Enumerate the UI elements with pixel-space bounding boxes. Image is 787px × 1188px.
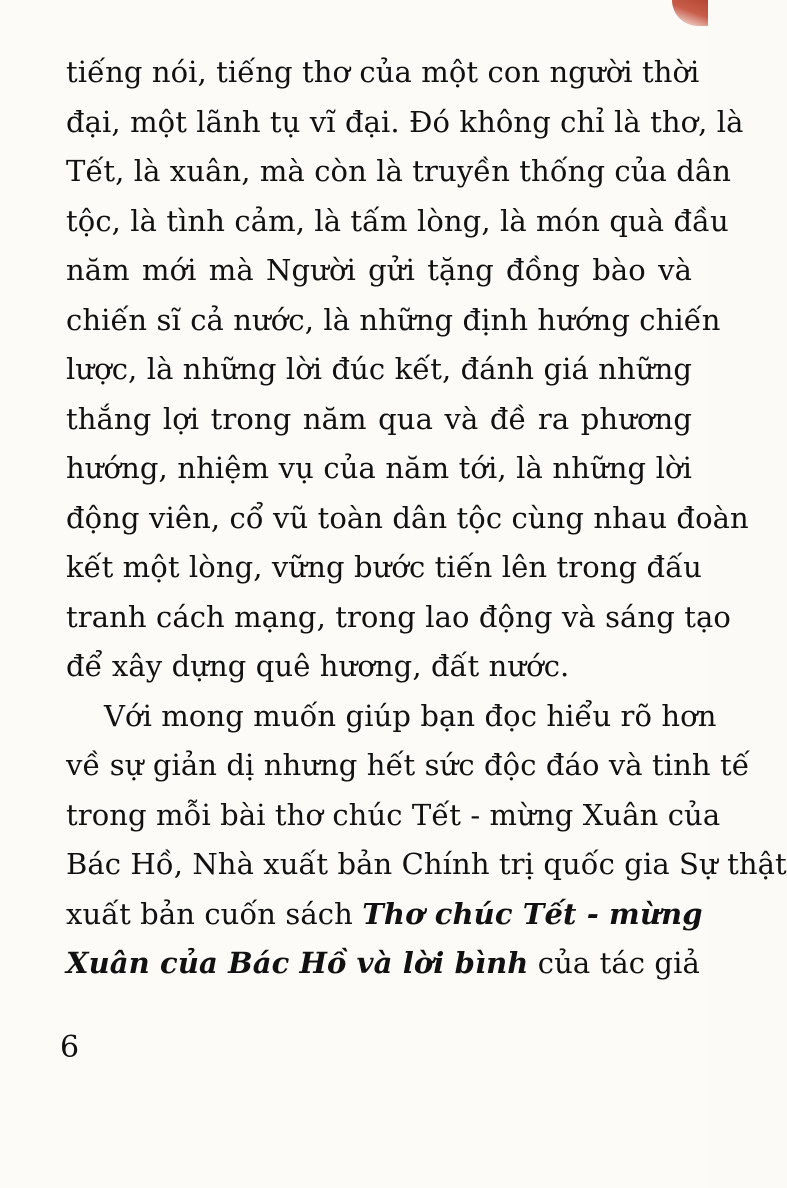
page-corner-decoration — [672, 0, 708, 26]
text-run: của tác giả — [528, 946, 700, 980]
text-line: trong mỗi bài thơ chúc Tết - mừng Xuân của — [66, 797, 721, 832]
text-line: đại, một lãnh tụ vĩ đại. Đó không chỉ là thơ, là — [66, 104, 744, 139]
text-line: tranh cách mạng, trong lao động và sáng tạo — [66, 599, 731, 634]
text-line — [66, 890, 703, 940]
text-line: tộc, là tình cảm, là tấm lòng, là món quà đầu — [66, 203, 729, 238]
text-line: hướng, nhiệm vụ của năm tới, là những lời — [66, 451, 692, 485]
text-line: lược, là những lời đúc kết, đánh giá những — [66, 352, 693, 386]
book-title: Xuân của Bác Hồ và lời bình — [66, 946, 529, 980]
text-line: chiến sĩ cả nước, là những định hướng chiến — [66, 302, 721, 337]
text-run: xuất bản cuốn sách — [66, 896, 363, 931]
text-line: Với mong muốn giúp bạn đọc hiểu rõ hơn — [104, 698, 717, 733]
text-line: tiếng nói, tiếng thơ của một con người thời — [66, 55, 700, 89]
text-line: năm mới mà Người gửi tặng đồng bào và — [66, 253, 692, 287]
page-number: 6 — [60, 1030, 80, 1065]
text-line: Tết, là xuân, mà còn là truyền thống của dân — [66, 154, 732, 188]
body-text — [66, 48, 787, 989]
text-line — [66, 939, 700, 989]
text-line: Bác Hồ, Nhà xuất bản Chính trị quốc gia Sự thật — [66, 847, 787, 881]
text-line: để xây dựng quê hương, đất nước. — [66, 649, 570, 683]
book-title: Thơ chúc Tết - mừng — [362, 896, 703, 931]
text-line: kết một lòng, vững bước tiến lên trong đấu — [66, 550, 702, 584]
text-line: thắng lợi trong năm qua và đề ra phương — [66, 401, 692, 436]
text-line: động viên, cổ vũ toàn dân tộc cùng nhau đoàn — [66, 500, 749, 535]
text-line: về sự giản dị nhưng hết sức độc đáo và tinh tế — [66, 748, 750, 782]
